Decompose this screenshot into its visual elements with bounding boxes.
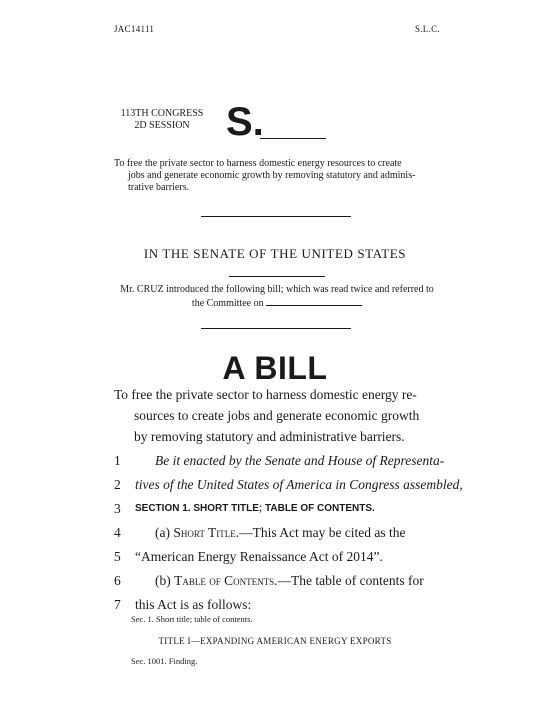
introduction-line-2 bbox=[114, 296, 440, 310]
enacting-clause: Be it enacted by the Senate and House of Representa- bbox=[155, 453, 445, 468]
divider-rule-short bbox=[229, 276, 325, 277]
session-label: 2D SESSION bbox=[134, 120, 190, 131]
bill-line bbox=[114, 497, 444, 521]
enacting-clause-cont: tives of the United States of America in Congress assembled, bbox=[135, 477, 463, 492]
short-purpose-line-3: trative barriers. bbox=[128, 182, 190, 193]
divider-rule bbox=[201, 328, 351, 329]
short-purpose bbox=[114, 158, 440, 194]
bill-number-blank bbox=[260, 138, 326, 139]
short-title-text: “American Energy Renaissance Act of 2014”. bbox=[135, 549, 383, 564]
short-purpose-line-2: jobs and generate economic growth by removing statutory and adminis- bbox=[128, 170, 416, 181]
divider-rule bbox=[201, 216, 351, 217]
line-number: 5 bbox=[114, 549, 121, 564]
purpose-line-1: To free the private sector to harness domestic energy re- bbox=[114, 387, 417, 402]
toc-entry: Sec. 1001. Finding. bbox=[131, 656, 198, 666]
committee-blank bbox=[266, 296, 362, 306]
line-number: 7 bbox=[114, 597, 121, 612]
introduction-text bbox=[114, 284, 440, 310]
congress-label: 113TH CONGRESS bbox=[120, 108, 204, 119]
line-number: 6 bbox=[114, 573, 121, 588]
bill-line bbox=[114, 473, 463, 497]
chamber-heading: IN THE SENATE OF THE UNITED STATES bbox=[143, 246, 407, 261]
subsection-b: (b) Table of Contents.—The table of contents for bbox=[155, 573, 424, 588]
bill-number: S. bbox=[226, 100, 264, 144]
committee-label: the Committee on bbox=[191, 298, 264, 309]
line-number: 2 bbox=[114, 477, 121, 492]
document-id: JAC14111 bbox=[114, 24, 155, 34]
purpose-line-2: sources to create jobs and generate economic growth bbox=[134, 408, 420, 423]
section-heading: SECTION 1. SHORT TITLE; TABLE OF CONTENTS. bbox=[135, 503, 375, 514]
purpose-line-3: by removing statutory and administrative barriers. bbox=[134, 429, 405, 444]
toc-title-heading: TITLE I—EXPANDING AMERICAN ENERGY EXPORTS bbox=[158, 636, 392, 646]
toc-intro-text: this Act is as follows: bbox=[135, 597, 252, 612]
bill-line bbox=[114, 569, 444, 593]
slc-label: S.L.C. bbox=[414, 24, 440, 34]
line-number: 4 bbox=[114, 525, 121, 540]
bill-line bbox=[114, 545, 444, 569]
bill-purpose bbox=[114, 384, 440, 447]
toc-entry: Sec. 1. Short title; table of contents. bbox=[131, 614, 253, 624]
introduction-line-1: Mr. CRUZ introduced the following bill; which was read twice and referred to bbox=[120, 284, 434, 295]
short-purpose-line-1: To free the private sector to harness domestic energy resources to create bbox=[114, 158, 402, 169]
line-number: 3 bbox=[114, 501, 121, 516]
subsection-a: (a) Short Title.—This Act may be cited as the bbox=[155, 525, 406, 540]
bill-heading: A BILL bbox=[222, 350, 328, 386]
congress-session bbox=[114, 108, 210, 132]
bill-line bbox=[114, 521, 444, 545]
line-number: 1 bbox=[114, 453, 121, 468]
bill-line bbox=[114, 449, 444, 473]
